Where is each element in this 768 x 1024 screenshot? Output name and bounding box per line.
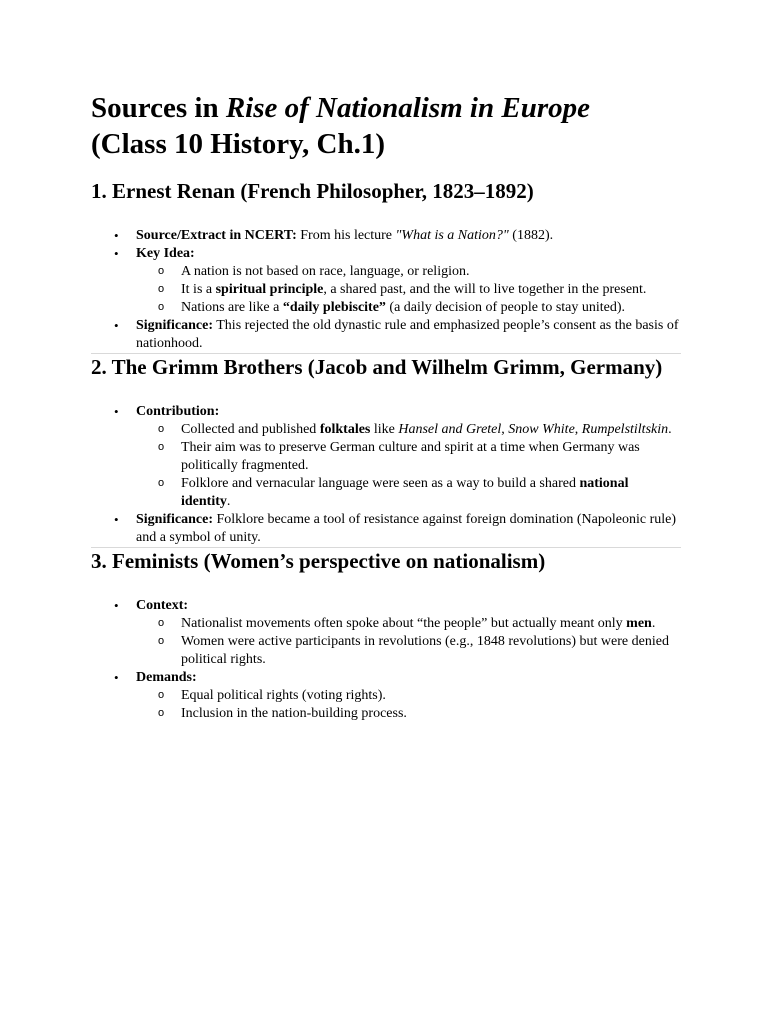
document-page [91, 90, 681, 723]
key-idea-sublist [136, 263, 681, 317]
source-text: From his lecture [296, 228, 396, 243]
c1-text: Collected and published [181, 422, 320, 437]
sublist-item [136, 281, 681, 299]
source-label: Source/Extract in NCERT: [136, 228, 297, 243]
grimm-list [91, 403, 681, 547]
sublist-item: o Equal political rights (voting rights). [136, 687, 681, 705]
c1-text-like: like [370, 422, 399, 437]
folktale-title: Hansel and Gretel [398, 422, 502, 437]
significance-label: Significance: [136, 512, 213, 527]
source-year: (1882). [508, 228, 554, 243]
significance-text: This rejected the old dynastic rule and emphasized people’s consent as the basis of nationhood. [136, 318, 679, 351]
section-heading-grimm: 2. The Grimm Brothers (Jacob and Wilhelm Grimm, Germany) [91, 355, 663, 379]
ctx1-text: Nationalist movements often spoke about “the people” but actually meant only [181, 616, 627, 631]
sublist-item: o Inclusion in the nation-building process. [136, 705, 681, 723]
significance-label: Significance: [136, 318, 213, 333]
list-item [91, 669, 681, 723]
idea3-text-end: (a daily decision of people to stay united). [385, 300, 626, 315]
title-italic: Rise of Nationalism in Europe [225, 92, 590, 124]
period: . [668, 422, 672, 437]
folktale-title: Rumpelstiltskin [581, 422, 669, 437]
feminists-list [91, 597, 681, 723]
sublist-item: o Their aim was to preserve German culture and spirit at a time when Germany was politically fragmented. [136, 439, 681, 475]
key-idea-label: Key Idea: [136, 246, 195, 261]
title-line2: (Class 10 History, Ch.1) [91, 128, 386, 160]
list-item [91, 403, 681, 511]
idea2-bold: spiritual principle [215, 282, 324, 297]
renan-list [91, 227, 681, 353]
page-title [91, 90, 681, 162]
contribution-label: Contribution: [136, 404, 220, 419]
list-item [91, 245, 681, 317]
list-item [91, 317, 681, 353]
c3-bold: national identity [181, 476, 629, 509]
title-prefix: Sources in [91, 92, 226, 124]
ctx1-bold: men [626, 616, 652, 631]
period: . [651, 616, 656, 631]
sublist-item [136, 475, 681, 511]
demands-label: Demands: [136, 670, 197, 685]
period: . [226, 494, 231, 509]
idea3-bold: “daily plebiscite” [282, 300, 386, 315]
list-item [91, 227, 681, 245]
sublist-item [136, 421, 681, 439]
demands-sublist [136, 687, 681, 723]
list-item [91, 597, 681, 669]
significance-text: Folklore became a tool of resistance against foreign domination (Napoleonic rule) and a symbol of unity. [136, 512, 677, 545]
contribution-sublist [136, 421, 681, 511]
context-label: Context: [136, 598, 189, 613]
sublist-item: o A nation is not based on race, language, or religion. [136, 263, 681, 281]
idea3-text: Nations are like a [181, 300, 283, 315]
sublist-item [136, 299, 681, 317]
c1-bold: folktales [319, 422, 371, 437]
c3-text: Folklore and vernacular language were seen as a way to build a shared [181, 476, 580, 491]
lecture-title: "What is a Nation?" [395, 228, 509, 243]
comma: , [574, 422, 582, 437]
list-item [91, 511, 681, 547]
idea2-text-end: , a shared past, and the will to live together in the present. [323, 282, 647, 297]
idea2-text: It is a [181, 282, 216, 297]
section-heading-feminists: 3. Feminists (Women’s perspective on nationalism) [91, 549, 546, 573]
folktale-title: Snow White [508, 422, 575, 437]
comma: , [501, 422, 509, 437]
sublist-item: o Women were active participants in revolutions (e.g., 1848 revolutions) but were denied political rights. [136, 633, 681, 669]
sublist-item [136, 615, 681, 633]
section-heading-renan: 1. Ernest Renan (French Philosopher, 1823–1892) [91, 179, 534, 203]
context-sublist [136, 615, 681, 669]
